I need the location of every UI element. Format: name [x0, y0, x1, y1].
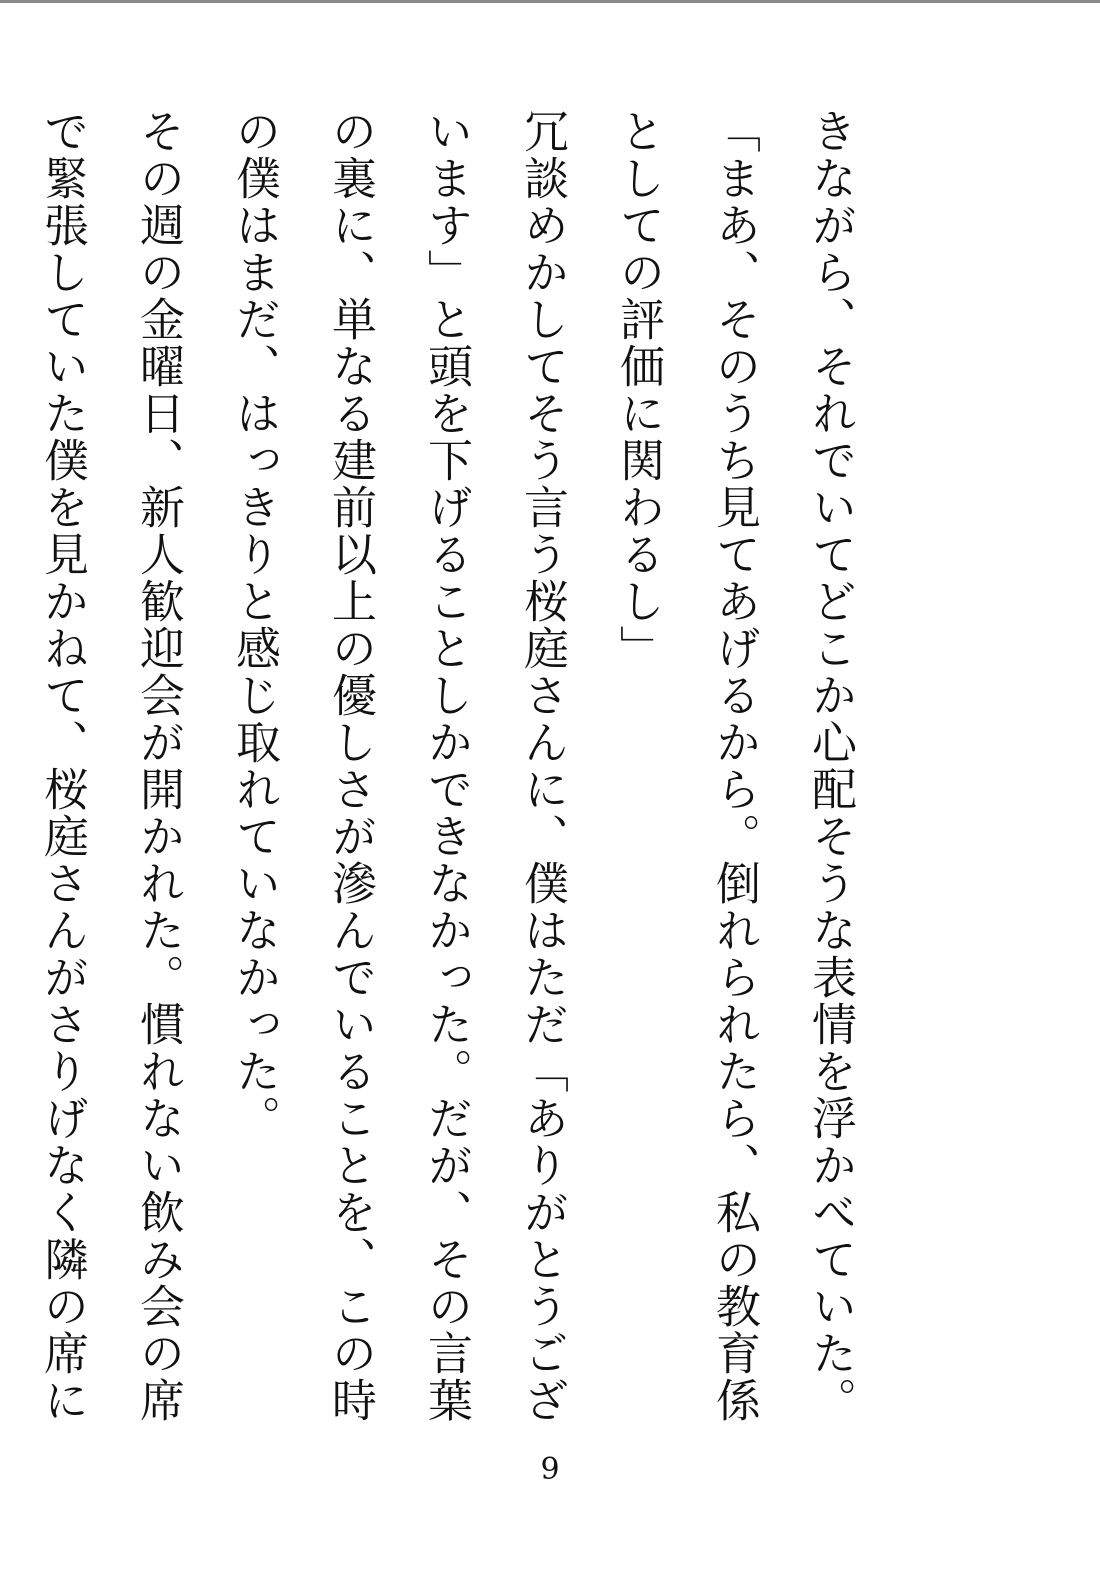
- paragraph-4: その週の金曜日、新人歓迎会が開かれた。慣れない飲み会の席で緊張していた僕を見かねて、桜庭さんがさりげなく隣の席に: [36, 108, 185, 1424]
- paragraph-1: きながら、それでいてどこか心配そうな表情を浮かべていた。: [804, 108, 857, 1424]
- vertical-text-body: [36, 108, 878, 1428]
- page-number: 9: [540, 1452, 560, 1487]
- paragraph-2: 「まあ、そのうち見てあげるから。倒れられたら、私の教育係としての評価に関わるし」: [612, 108, 761, 1424]
- paragraph-3: 冗談めかしてそう言う桜庭さんに、僕はただ「ありがとうございます」と頭を下げることしかできなかった。だが、その言葉の裏に、単なる建前以上の優しさが滲んでいることを、この時の僕はまだ、はっきりと感じ取れていなかった。: [228, 108, 569, 1424]
- top-border: [0, 0, 1100, 3]
